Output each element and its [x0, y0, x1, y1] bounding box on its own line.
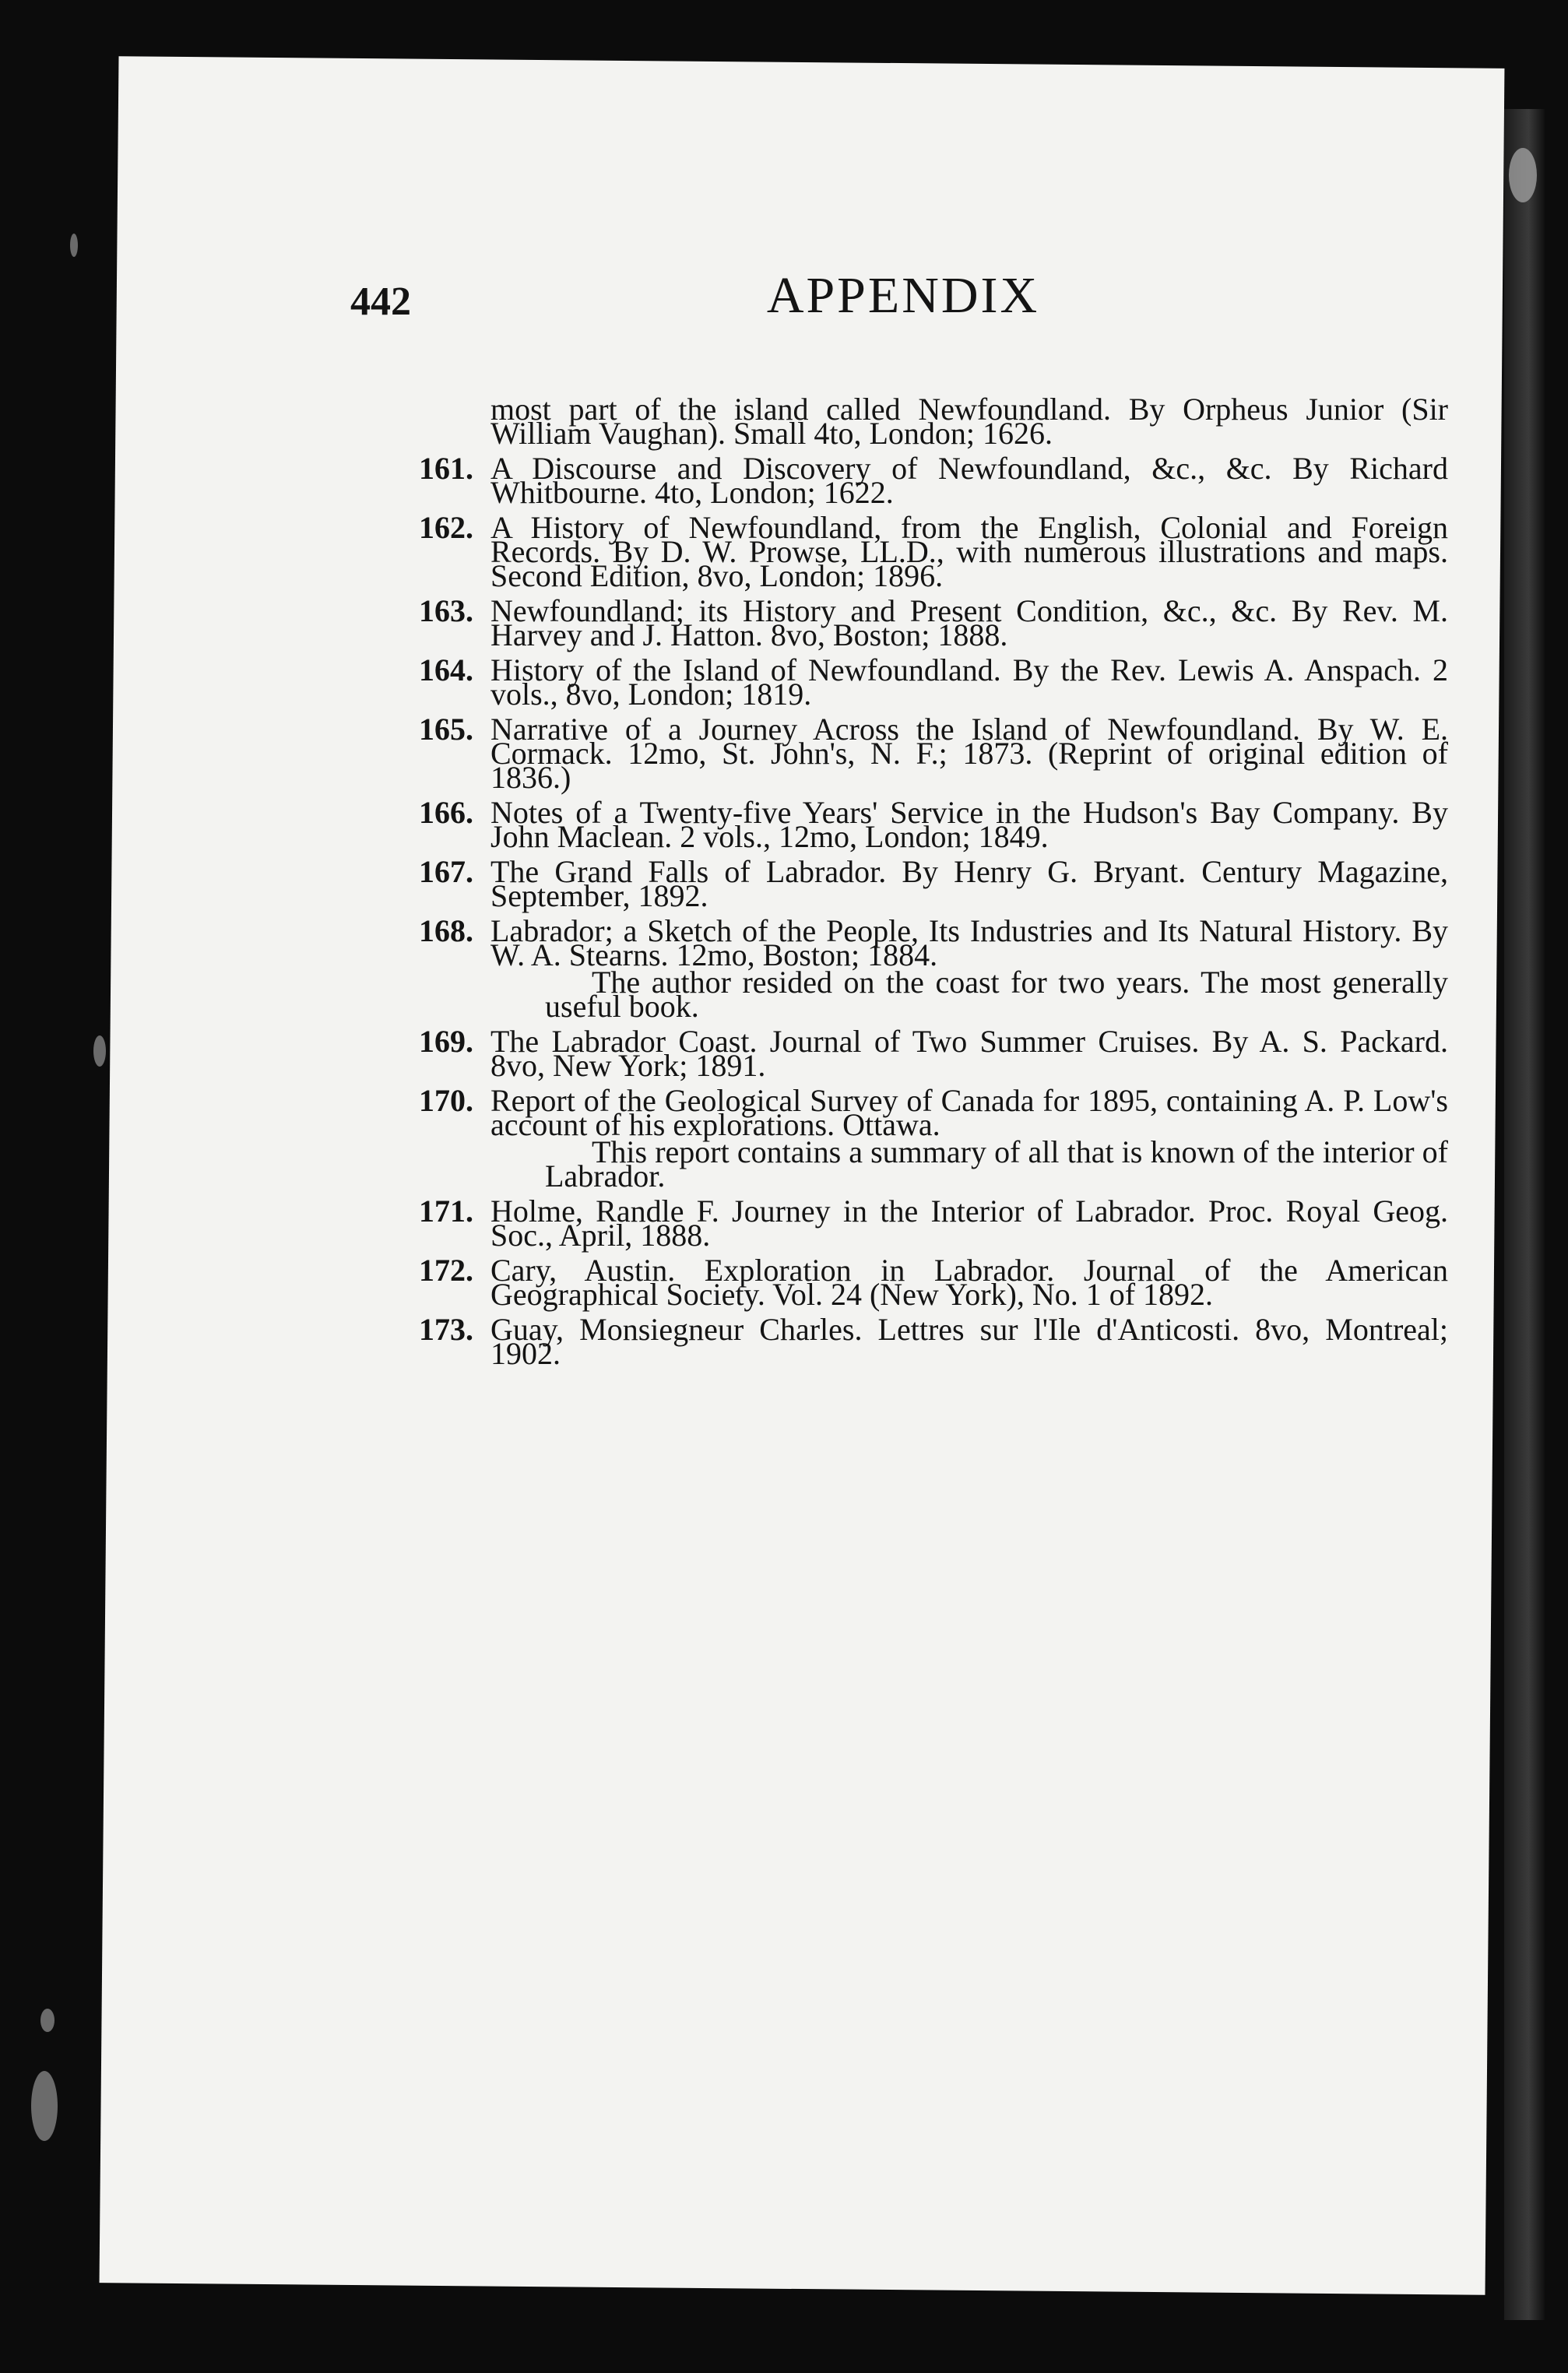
- entry-note: [490, 965, 1448, 1024]
- entry-number: 167.: [419, 854, 473, 889]
- bibliography-entry: [419, 1194, 1448, 1253]
- entry-text: Holme, Randle F. Journey in the Interior of Labrador. Proc. Royal Geog. Soc., April, 1888.: [490, 1194, 1448, 1253]
- continued-entry-text: most part of the island called Newfoundland. By Orpheus Junior (Sir William Vaughan). Small 4to, London; 1626.: [490, 392, 1448, 451]
- bibliography-entry: [419, 451, 1448, 510]
- page-edge-mark: [1509, 148, 1537, 202]
- entry-text: Guay, Monsiegneur Charles. Lettres sur l'Ile d'Anticosti. 8vo, Montreal; 1902.: [490, 1312, 1448, 1371]
- entry-note-text: This report contains a summary of all that is known of the interior of Labrador.: [545, 1134, 1448, 1194]
- entry-text: Notes of a Twenty-five Years' Service in the Hudson's Bay Company. By John Maclean. 2 vols., 12mo, London; 1849.: [490, 795, 1448, 854]
- entry-number: 171.: [419, 1194, 473, 1229]
- bibliography-entry: [419, 795, 1448, 854]
- bibliography-entry: [419, 1024, 1448, 1083]
- entry-number: 172.: [419, 1253, 473, 1288]
- entry-text: History of the Island of Newfoundland. By the Rev. Lewis A. Anspach. 2 vols., 8vo, London; 1819.: [490, 652, 1448, 712]
- entry-number: 168.: [419, 913, 473, 948]
- entry-text: A Discourse and Discovery of Newfoundland, &c., &c. By Richard Whitbourne. 4to, London; 1622.: [490, 451, 1448, 510]
- entry-note: [490, 1134, 1448, 1194]
- entry-number: 166.: [419, 795, 473, 830]
- entry-text: Labrador; a Sketch of the People, Its Industries and Its Natural History. By W. A. Stearns. 12mo, Boston; 1884.: [490, 913, 1448, 972]
- entry-text: The Labrador Coast. Journal of Two Summer Cruises. By A. S. Packard. 8vo, New York; 1891.: [490, 1024, 1448, 1083]
- page-header: [350, 257, 1456, 381]
- entry-number: 169.: [419, 1024, 473, 1059]
- entry-note-text: The author resided on the coast for two years. The most generally useful book.: [545, 965, 1448, 1024]
- entry-number: 170.: [419, 1083, 473, 1118]
- scan-speck: [93, 1035, 106, 1067]
- scan-speck: [40, 2009, 54, 2032]
- bibliography-entry: [419, 712, 1448, 795]
- continued-entry: [436, 392, 1448, 451]
- bibliography-entry: [419, 1253, 1448, 1312]
- bibliography-list: [419, 392, 1448, 1376]
- bibliography-entry: [419, 652, 1448, 712]
- entry-number: 173.: [419, 1312, 473, 1347]
- page-title: APPENDIX: [766, 267, 1040, 324]
- bibliography-entry: [419, 1312, 1448, 1371]
- bibliography-entry: [419, 913, 1448, 1024]
- bibliography-entry: [419, 510, 1448, 593]
- entry-text: Cary, Austin. Exploration in Labrador. Journal of the American Geographical Society. Vol. 24 (New York), No. 1 of 1892.: [490, 1253, 1448, 1312]
- entry-number: 165.: [419, 712, 473, 747]
- bibliography-entry: [419, 1083, 1448, 1194]
- entry-number: 162.: [419, 510, 473, 545]
- scan-speck: [31, 2071, 58, 2141]
- entry-text: Newfoundland; its History and Present Condition, &c., &c. By Rev. M. Harvey and J. Hatton. 8vo, Boston; 1888.: [490, 593, 1448, 652]
- page-number: 442: [350, 279, 411, 324]
- entry-text: The Grand Falls of Labrador. By Henry G. Bryant. Century Magazine, September, 1892.: [490, 854, 1448, 913]
- scan-speck: [70, 234, 78, 257]
- entry-text: Narrative of a Journey Across the Island of Newfoundland. By W. E. Cormack. 12mo, St. John's, N. F.; 1873. (Reprint of original edition of 1836.): [490, 712, 1448, 795]
- entry-number: 163.: [419, 593, 473, 628]
- bibliography-entry: [419, 593, 1448, 652]
- entry-text: A History of Newfoundland, from the English, Colonial and Foreign Records. By D. W. Prowse, LL.D., with numerous illustrations and maps. Second Edition, 8vo, London; 1896.: [490, 510, 1448, 593]
- entry-number: 164.: [419, 652, 473, 687]
- bibliography-entry: [419, 854, 1448, 913]
- book-spine-shadow: [1504, 109, 1545, 2320]
- entry-text: Report of the Geological Survey of Canada for 1895, containing A. P. Low's account of his explorations. Ottawa.: [490, 1083, 1448, 1142]
- entry-number: 161.: [419, 451, 473, 486]
